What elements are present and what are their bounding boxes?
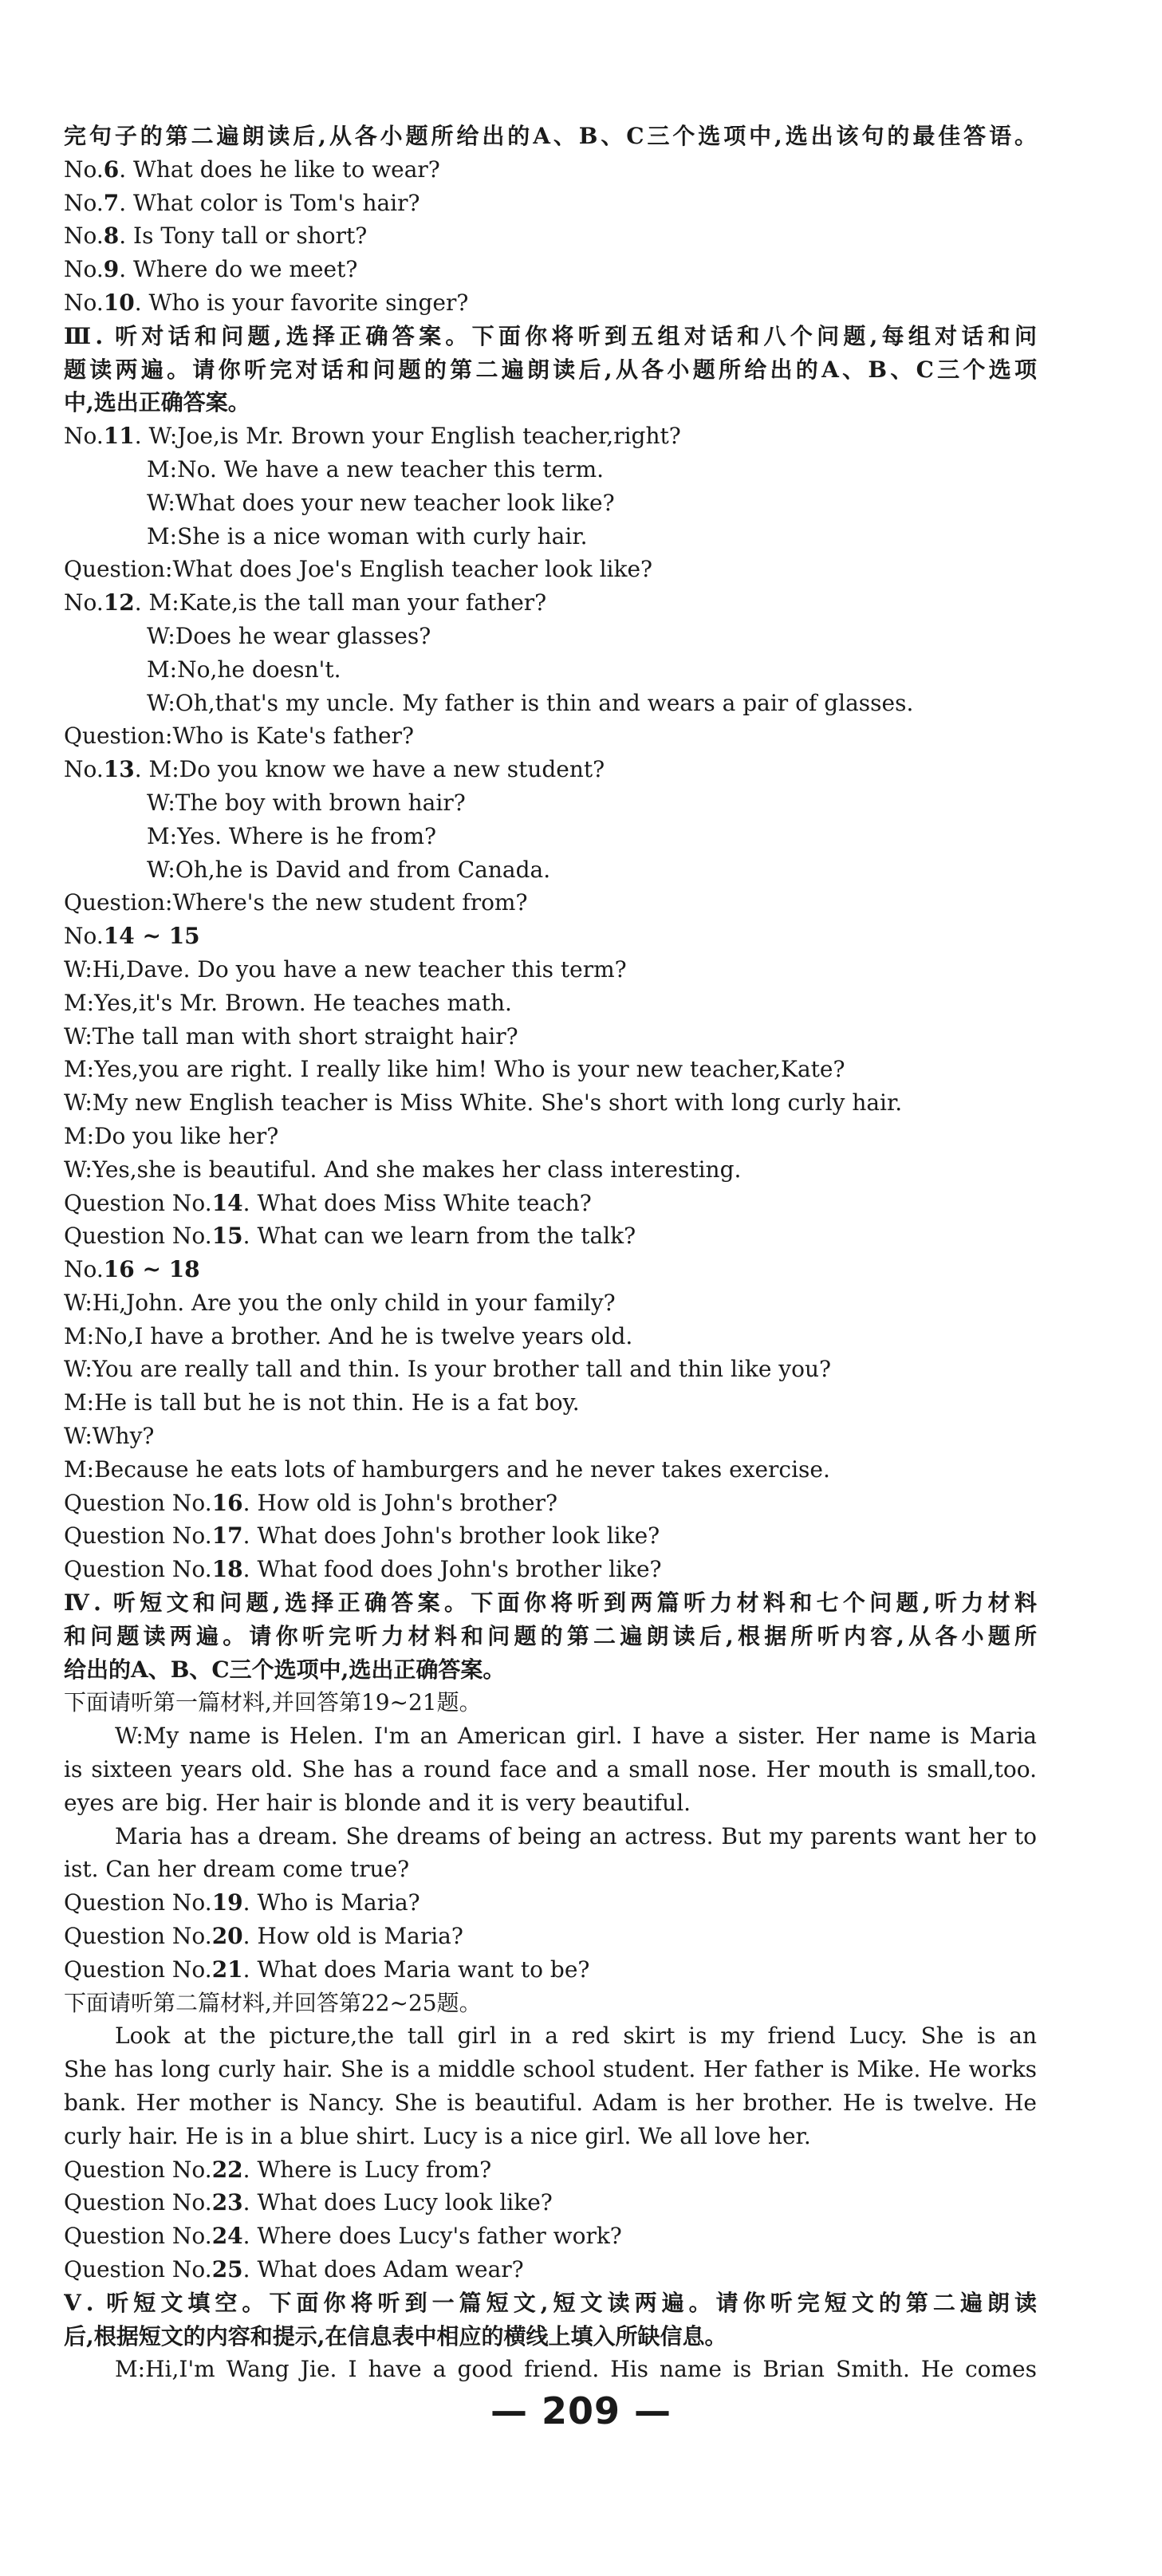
text-line: 完句子的第二遍朗读后,从各小题所给出的A、B、C三个选项中,选出该句的最佳答语。 (64, 123, 1037, 149)
item-number: 11 (103, 423, 135, 450)
text-line: Question:Who is Kate's father? (64, 723, 414, 750)
text-line (64, 920, 1037, 953)
text-line (64, 219, 1037, 253)
text-line: Question:Where's the new student from? (64, 889, 528, 916)
text-line: Ⅳ. 听短文和问题,选择正确答案。下面你将听到两篇听力材料和七个问题,听力材料 (64, 1589, 1037, 1617)
item-number: 16 ~ 18 (103, 1256, 200, 1283)
text-line: eyes are big. Her hair is blonde and it is very beautiful. (64, 1789, 691, 1816)
item-number: 22 (211, 2156, 243, 2183)
item-prefix: Question No. (64, 1556, 212, 1583)
item-number: 17 (211, 1522, 243, 1550)
text-line: 下面请听第一篇材料,并回答第19~21题。 (64, 1689, 482, 1716)
text-line: W:The boy with brown hair? (147, 789, 466, 816)
text-line: 中,选出正确答案。 (64, 389, 250, 416)
text-line (64, 187, 1037, 220)
item-text: . What does he like to wear? (119, 156, 440, 183)
text-line: W:Hi,Dave. Do you have a new teacher this term? (64, 955, 627, 983)
text-line (64, 1187, 1037, 1220)
text-line (64, 1487, 1037, 1520)
item-prefix: No. (64, 923, 104, 950)
item-number: 20 (211, 1923, 243, 1950)
item-text: . What does Lucy look like? (242, 2189, 553, 2216)
item-prefix: No. (64, 589, 104, 616)
text-line: curly hair. He is in a blue shirt. Lucy is a nice girl. We all love her. (64, 2122, 811, 2149)
text-line: M:He is tall but he is not thin. He is a fat boy. (64, 1389, 580, 1416)
item-text: . What can we learn from the talk? (242, 1223, 636, 1250)
text-line: M:Yes,you are right. I really like him! Who is your new teacher,Kate? (64, 1056, 845, 1083)
item-number: 24 (211, 2223, 243, 2250)
item-prefix: No. (64, 423, 104, 450)
item-text: . Who is your favorite singer? (134, 289, 469, 316)
item-prefix: Question No. (64, 1889, 212, 1916)
text-line: W:You are really tall and thin. Is your brother tall and thin like you? (64, 1356, 832, 1383)
item-text: . M:Do you know we have a new student? (134, 756, 605, 783)
text-line: 下面请听第二篇材料,并回答第22~25题。 (64, 1989, 482, 2016)
text-line: M:Yes. Where is he from? (147, 822, 437, 849)
item-prefix: Question No. (64, 1522, 212, 1550)
text-line: M:No,I have a brother. And he is twelve years old. (64, 1322, 633, 1349)
text-line: 给出的A、B、C三个选项中,选出正确答案。 (64, 1656, 506, 1683)
text-line: M:No,he doesn't. (147, 656, 341, 683)
text-line (64, 153, 1037, 187)
text-line: M:Because he eats lots of hamburgers and he never takes exercise. (64, 1455, 830, 1483)
text-line (64, 1253, 1037, 1286)
item-prefix: No. (64, 256, 104, 283)
item-number: 14 ~ 15 (103, 923, 200, 950)
item-prefix: Question No. (64, 2256, 212, 2283)
text-line: 题读两遍。请你听完对话和问题的第二遍朗读后,从各小题所给出的A、B、C三个选项 (64, 356, 1037, 383)
text-line: W:Oh,that's my uncle. My father is thin and wears a pair of glasses. (147, 689, 914, 716)
item-number: 6 (103, 156, 120, 183)
text-line: W:My new English teacher is Miss White. She's short with long curly hair. (64, 1089, 903, 1117)
item-number: 21 (211, 1956, 243, 1983)
item-number: 9 (103, 256, 120, 283)
item-prefix: Question No. (64, 2189, 212, 2216)
item-prefix: Question No. (64, 1489, 212, 1516)
item-text: . Where do we meet? (119, 256, 358, 283)
text-line: W:My name is Helen. I'm an American girl. I have a sister. Her name is Maria (115, 1723, 1037, 1750)
item-text: . Where is Lucy from? (242, 2156, 492, 2183)
text-line: M:She is a nice woman with curly hair. (147, 522, 588, 549)
text-line (64, 253, 1037, 286)
item-prefix: No. (64, 156, 104, 183)
text-line (64, 1219, 1037, 1253)
text-line (64, 1553, 1037, 1586)
item-number: 16 (211, 1489, 243, 1516)
item-prefix: Question No. (64, 1189, 212, 1216)
item-number: 7 (103, 189, 120, 216)
text-line: is sixteen years old. She has a round face and a small nose. Her mouth is small,too. (64, 1756, 1037, 1783)
item-number: 23 (211, 2189, 243, 2216)
text-line: She has long curly hair. She is a middle school student. Her father is Mike. He works (64, 2056, 1037, 2083)
text-line: W:Hi,John. Are you the only child in your family? (64, 1289, 616, 1316)
text-line: M:No. We have a new teacher this term. (147, 455, 605, 483)
item-prefix: Question No. (64, 2156, 212, 2183)
item-number: 10 (103, 289, 135, 316)
item-text: . What does Maria want to be? (242, 1956, 590, 1983)
text-line: M:Hi,I'm Wang Jie. I have a good friend. His name is Brian Smith. He comes (115, 2356, 1037, 2383)
text-line (64, 753, 1037, 786)
item-prefix: No. (64, 189, 104, 216)
page-number: — 209 — (490, 2389, 672, 2432)
item-number: 13 (103, 756, 135, 783)
item-number: 18 (211, 1556, 243, 1583)
item-text: . What does Miss White teach? (242, 1189, 592, 1216)
item-prefix: No. (64, 756, 104, 783)
text-line (64, 286, 1037, 320)
text-line: W:Oh,he is David and from Canada. (147, 856, 551, 883)
item-prefix: No. (64, 1256, 104, 1283)
item-text: . Where does Lucy's father work? (242, 2223, 622, 2250)
item-number: 8 (103, 223, 120, 250)
item-prefix: No. (64, 289, 104, 316)
text-line: 和问题读两遍。请你听完听力材料和问题的第二遍朗读后,根据所听内容,从各小题所 (64, 1622, 1037, 1649)
text-line: W:Yes,she is beautiful. And she makes her class interesting. (64, 1156, 742, 1183)
text-line (64, 1953, 1037, 1987)
text-line (64, 1519, 1037, 1553)
text-line: M:Yes,it's Mr. Brown. He teaches math. (64, 989, 512, 1016)
item-prefix: Question No. (64, 1956, 212, 1983)
text-line: M:Do you like her? (64, 1122, 279, 1149)
text-line: W:Does he wear glasses? (147, 622, 431, 649)
text-line: W:The tall man with short straight hair? (64, 1022, 518, 1050)
item-number: 15 (211, 1223, 243, 1250)
text-line (64, 2153, 1037, 2187)
item-text: . How old is John's brother? (242, 1489, 558, 1516)
item-text: . M:Kate,is the tall man your father? (134, 589, 547, 616)
item-text: . Is Tony tall or short? (119, 223, 368, 250)
item-text: . What does John's brother look like? (242, 1522, 660, 1550)
text-line (64, 1886, 1037, 1920)
text-line: Maria has a dream. She dreams of being an actress. But my parents want her to (115, 1822, 1037, 1849)
item-prefix: Question No. (64, 1923, 212, 1950)
item-number: 19 (211, 1889, 243, 1916)
item-number: 25 (211, 2256, 243, 2283)
item-number: 14 (211, 1189, 243, 1216)
item-number: 12 (103, 589, 135, 616)
item-text: . What food does John's brother like? (242, 1556, 662, 1583)
text-line (64, 586, 1037, 620)
item-prefix: No. (64, 223, 104, 250)
item-prefix: Question No. (64, 1223, 212, 1250)
text-line: Ⅲ. 听对话和问题,选择正确答案。下面你将听到五组对话和八个问题,每组对话和问 (64, 322, 1037, 349)
text-line (64, 2220, 1037, 2253)
item-text: . What color is Tom's hair? (119, 189, 420, 216)
text-line: 后,根据短文的内容和提示,在信息表中相应的横线上填入所缺信息。 (64, 2322, 727, 2350)
text-line: Question:What does Joe's English teacher look like? (64, 556, 653, 583)
text-line: Look at the picture,the tall girl in a red skirt is my friend Lucy. She is an (115, 2023, 1037, 2050)
text-line (64, 1920, 1037, 1953)
listening-script-text (64, 120, 1037, 2386)
text-line: W:Why? (64, 1423, 155, 1450)
text-line: W:What does your new teacher look like? (147, 489, 615, 516)
text-line (64, 2186, 1037, 2220)
text-line: Ⅴ. 听短文填空。下面你将听到一篇短文,短文读两遍。请你听完短文的第二遍朗读 (64, 2289, 1037, 2316)
text-line (64, 419, 1037, 453)
item-text: . Who is Maria? (242, 1889, 420, 1916)
item-text: . How old is Maria? (242, 1923, 463, 1950)
text-line (64, 2253, 1037, 2286)
item-text: . W:Joe,is Mr. Brown your English teacher,right? (134, 423, 681, 450)
text-line: bank. Her mother is Nancy. She is beautiful. Adam is her brother. He is twelve. He (64, 2090, 1037, 2117)
item-prefix: Question No. (64, 2223, 212, 2250)
item-text: . What does Adam wear? (242, 2256, 524, 2283)
text-line: ist. Can her dream come true? (64, 1856, 410, 1883)
